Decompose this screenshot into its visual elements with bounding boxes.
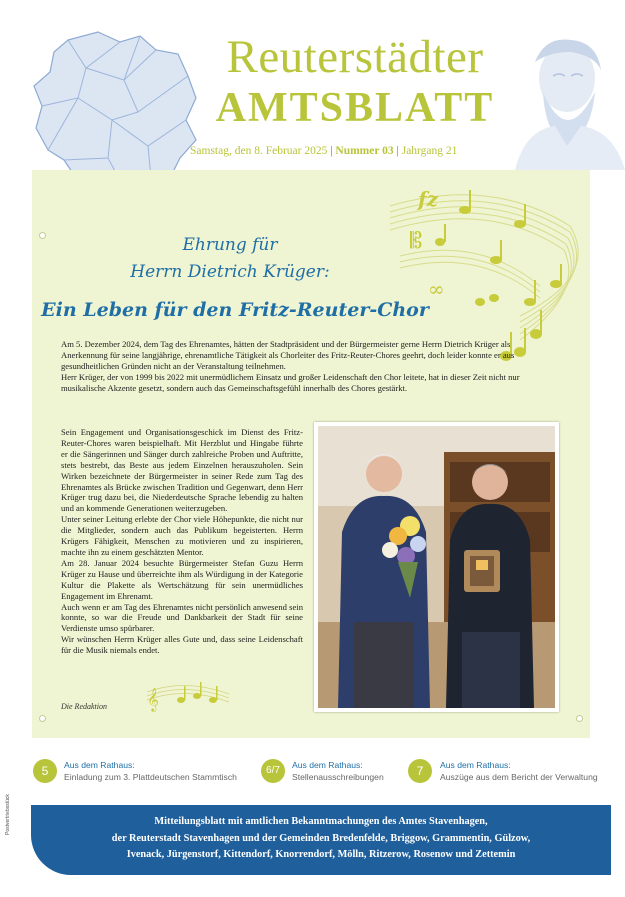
plaque <box>464 550 500 592</box>
teaser-page-badge: 5 <box>33 759 57 783</box>
article-paragraph: Herr Krüger, der von 1999 bis 2022 mit unermüdlichem Einsatz und großer Leidenschaft den Chor leitete, hat in dieser Zeit nicht nur musikalische Akzente gesetzt, sondern auch das Gemeinschaftsgefühl innerhalb des Chores gestärkt. <box>61 371 520 393</box>
dateline-separator: | <box>396 145 399 157</box>
teaser-title[interactable]: Aus dem Rathaus: <box>440 760 511 770</box>
article-paragraph: Sein Engagement und Organisationsgeschick im Dienst des Fritz-Reuter-Chores waren beispielhaft. Mit Herzblut und Hingabe führte er die Sängerinnen und Sänger durch zahlreiche Proben und Auftritte, stets bestrebt, das Beste aus jedem Einzelnen herauszuholen. Sein Wirken bezeichnete der Bürgermeister in seiner Rede zum Tag des Ehrenamtes als Brücke zwischen Tradition und Gegenwart, denn Herr Krüger trug dazu bei, die Niederdeutsche Sprache lebendig zu halten und an kommende Generationen weiterzugeben. <box>61 427 303 514</box>
board-pin <box>39 715 46 722</box>
masthead-title-line2: AMTSBLATT <box>215 85 495 131</box>
postal-label: Postvertriebsstück <box>5 794 11 835</box>
award-photo <box>314 422 559 712</box>
board-pin <box>39 232 46 239</box>
teaser-subtitle[interactable]: Einladung zum 3. Plattdeutschen Stammtisch <box>64 772 237 782</box>
article-paragraph: Am 5. Dezember 2024, dem Tag des Ehrenamtes, hätten der Stadtpräsident und der Bürgermeister gerne Herrn Dietrich Krüger als Anerkennung für seine langjährige, ehrenamtliche Tätigkeit als Chorleiter des Fritz-Reuter-Chores geehrt, doch leider konnte er aus gesundheitlichen Gründen nicht an der Veranstaltung teilnehmen. <box>61 339 515 371</box>
headline-line2: Herrn Dietrich Krüger: <box>130 262 330 282</box>
board-pin <box>576 715 583 722</box>
teaser-subtitle[interactable]: Stellenausschreibungen <box>292 772 384 782</box>
svg-text:𝄡: 𝄡 <box>410 229 423 254</box>
article-paragraph: Am 28. Januar 2024 besuchte Bürgermeister Stefan Guzu Herrn Krüger zu Hause und überreichte ihm als Würdigung in der Kategorie Kultur die Plakette als Wertschätzung für sein unermüdliches Engagement im Ehrenamt. <box>61 557 303 601</box>
footer-line: der Reuterstadt Stavenhagen und der Gemeinden Bredenfelde, Briggow, Grammentin, Gülzow, <box>111 832 531 844</box>
article-paragraph: Auch wenn er am Tag des Ehrenamtes nicht persönlich anwesend sein konnte, so war die Freude und Dankbarkeit der Stadt für seine Verdienste umso spürbarer. <box>61 601 303 634</box>
teaser-subtitle[interactable]: Auszüge aus dem Bericht der Verwaltung <box>440 772 598 782</box>
svg-text:fz: fz <box>418 187 438 211</box>
teaser-title[interactable]: Aus dem Rathaus: <box>292 760 363 770</box>
headline-line1: Ehrung für <box>182 235 278 255</box>
issue-volume: Jahrgang 21 <box>401 145 458 157</box>
footer-text <box>31 814 611 864</box>
footer-line: Ivenack, Jürgenstorf, Kittendorf, Knorrendorf, Mölln, Ritzerow, Rosenow und Zettemin <box>126 849 516 860</box>
footer-line: Mitteilungsblatt mit amtlichen Bekanntmachungen des Amtes Stavenhagen, <box>154 816 488 827</box>
masthead-title-line1: Reuterstädter <box>226 31 484 83</box>
teaser-page-badge: 7 <box>408 759 432 783</box>
teaser-page-badge: 6/7 <box>261 759 285 783</box>
issue-dateline <box>190 145 530 157</box>
article-signoff: Die Redaktion <box>61 702 107 711</box>
article-paragraph: Unter seiner Leitung erlebte der Chor viele Höhepunkte, die nicht nur die Mitglieder, sondern auch das Publikum begeisterten. Herrn Krügers Fähigkeit, Menschen zu motivieren und zu inspirieren, machte ihn zu einem geschätzten Mentor. <box>61 514 303 557</box>
article-intro <box>61 339 544 394</box>
teaser-title[interactable]: Aus dem Rathaus: <box>64 760 135 770</box>
headline-line3: Ein Leben für den Fritz-Reuter-Chor <box>41 299 429 321</box>
music-notes-small-decoration <box>145 678 230 714</box>
article-column <box>61 427 303 656</box>
svg-text:𝄞: 𝄞 <box>147 687 159 711</box>
issue-number: Nummer 03 <box>335 145 394 157</box>
dateline-separator: | <box>330 145 333 157</box>
issue-date: Samstag, den 8. Februar 2025 <box>190 145 328 157</box>
article-paragraph: Wir wünschen Herrn Krüger alles Gute und, dass seine Leidenschaft für die Musik niemals endet. <box>61 634 303 656</box>
svg-text:∞: ∞ <box>428 277 445 301</box>
